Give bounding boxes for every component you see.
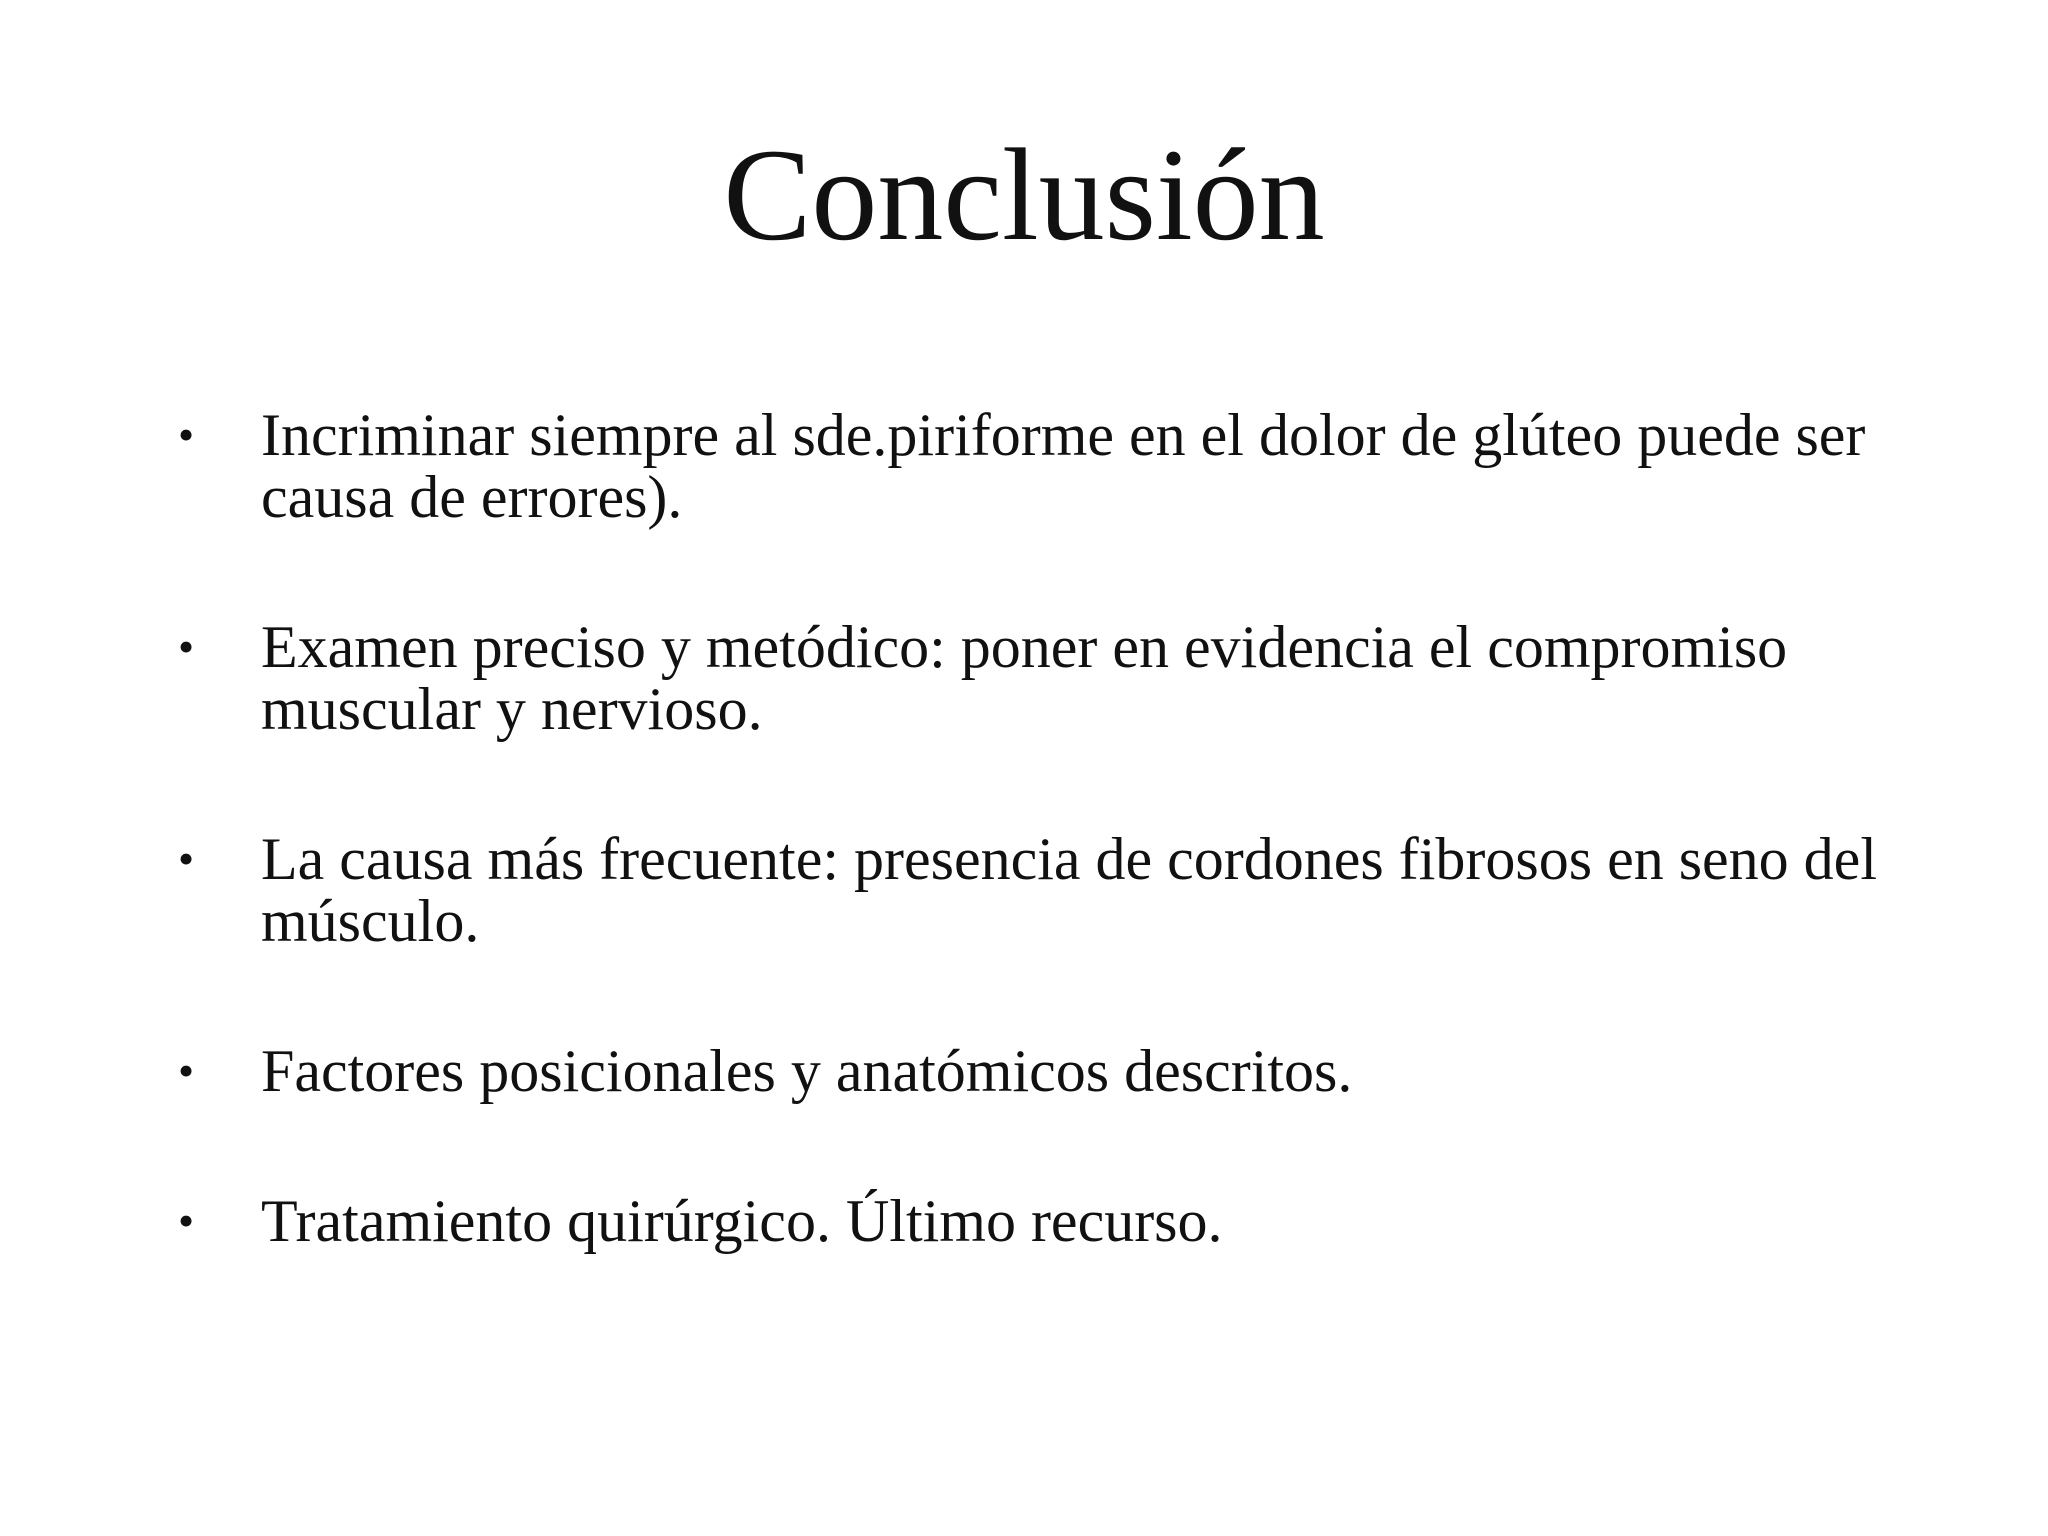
bullet-dot-icon: •	[178, 1195, 195, 1246]
bullet-item	[178, 404, 1878, 528]
bullet-list	[178, 404, 1878, 1340]
slide-title: Conclusión	[723, 121, 1325, 268]
bullet-item	[178, 1040, 1878, 1102]
bullet-dot-icon: •	[178, 833, 195, 884]
bullet-text: Examen preciso y metódico: poner en evidencia el compromiso muscular y nervioso.	[261, 614, 1788, 742]
bullet-dot-icon: •	[178, 1045, 195, 1096]
bullet-text: Incriminar siempre al sde.piriforme en el dolor de glúteo puede ser causa de errores).	[261, 402, 1866, 530]
bullet-item	[178, 616, 1878, 740]
bullet-text: La causa más frecuente: presencia de cordones fibrosos en seno del músculo.	[261, 826, 1877, 954]
bullet-dot-icon: •	[178, 409, 195, 460]
bullet-text: Tratamiento quirúrgico. Último recurso.	[261, 1188, 1223, 1254]
bullet-item	[178, 1190, 1878, 1252]
bullet-dot-icon: •	[178, 621, 195, 672]
bullet-text: Factores posicionales y anatómicos descritos.	[261, 1038, 1353, 1104]
bullet-item	[178, 828, 1878, 952]
